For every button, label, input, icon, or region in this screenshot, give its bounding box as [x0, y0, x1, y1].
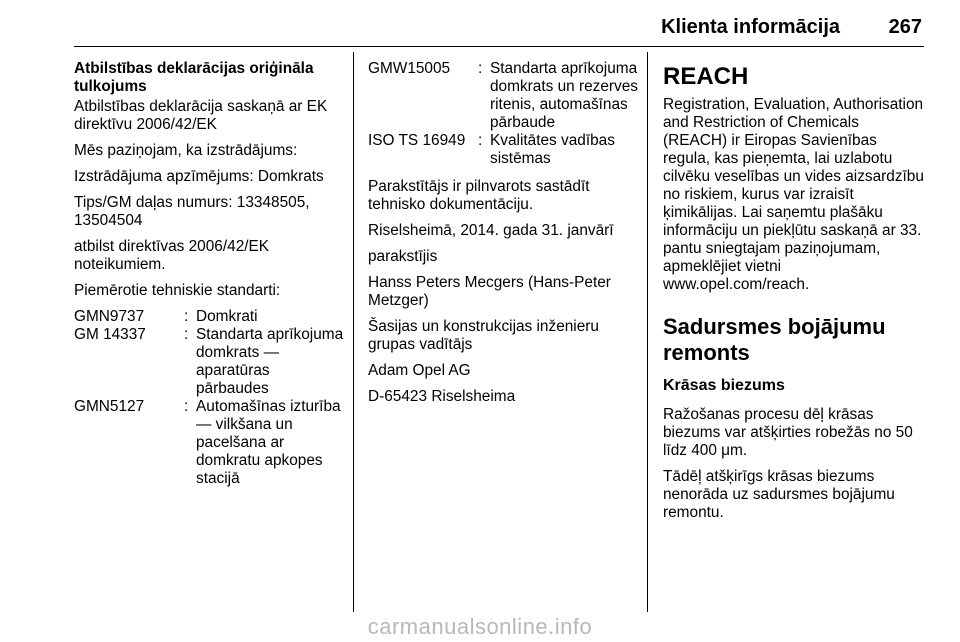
separator: : [184, 326, 189, 343]
paragraph: Atbilstības deklarācija saskaņā ar EK direktīvu 2006/42/EK [74, 98, 328, 133]
paragraph: Šasijas un konstrukcijas inženieru grupas vadītājs [368, 318, 599, 353]
paragraph: Ražošanas procesu dēļ krāsas biezums var atšķirties robežās no 50 līdz 400 μm. [663, 406, 913, 459]
paragraph: Piemērotie tehniskie standarti: [74, 282, 281, 299]
column-1 [74, 60, 346, 498]
paragraph: Izstrādājuma apzīmējums: Domkrats [74, 168, 324, 185]
standard-code: ISO TS 16949 [368, 132, 466, 149]
standard-code: GMW15005 [368, 60, 451, 77]
paragraph: atbilst direktīvas 2006/42/EK noteikumiem. [74, 238, 270, 273]
table-row [74, 308, 346, 326]
column-divider-2 [647, 52, 648, 612]
table-row [368, 132, 638, 168]
declaration-heading: Atbilstības deklarācijas oriģināla tulkojums [74, 60, 314, 95]
column-2 [368, 60, 638, 414]
page-header-title: Klienta informācija [661, 16, 840, 38]
subsection-heading: Krāsas biezums [663, 377, 785, 394]
standard-description: Automašīnas izturība — vilkšana un pacelšana ar domkratu apkopes stacijā [196, 398, 341, 487]
standard-description: Standarta aprīkojuma domkrats un rezerves ritenis, automašīnas pārbaude [490, 60, 638, 131]
standard-description: Domkrati [196, 308, 258, 325]
paragraph: Tips/GM daļas numurs: 13348505, 13504504 [74, 194, 310, 229]
table-row [74, 326, 346, 398]
standards-table [74, 308, 346, 488]
paragraph: D-65423 Riselsheima [368, 388, 516, 405]
paragraph: Parakstītājs ir pilnvarots sastādīt tehnisko dokumentāciju. [368, 178, 590, 213]
standard-code: GM 14337 [74, 326, 146, 343]
column-3 [663, 64, 926, 530]
separator: : [478, 60, 483, 77]
paragraph: parakstījis [368, 248, 438, 265]
column-divider-1 [353, 52, 354, 612]
standard-description: Standarta aprīkojuma domkrats — aparatūras pārbaudes [196, 326, 344, 397]
paragraph: Hanss Peters Mecgers (Hans-Peter Metzger) [368, 274, 611, 309]
standard-code: GMN9737 [74, 308, 145, 325]
reach-heading: REACH [663, 63, 749, 90]
paragraph: Tādēļ atšķirīgs krāsas biezums nenorāda uz sadursmes bojājumu remontu. [663, 468, 895, 521]
watermark-text: carmanualsonline.info [367, 614, 593, 639]
separator: : [184, 398, 189, 415]
standards-table [368, 60, 638, 168]
section-heading: Sadursmes bojājumu remonts [663, 314, 886, 365]
separator: : [184, 308, 189, 325]
separator: : [478, 132, 483, 149]
paragraph: Mēs paziņojam, ka izstrādājums: [74, 142, 298, 159]
page-number: 267 [888, 16, 922, 38]
table-row [74, 398, 346, 488]
reach-paragraph: Registration, Evaluation, Authorisation and Restriction of Chemicals (REACH) ir Eiropas Savienības regula, kas pieņemta, lai uzlabotu cilvēku veselības un vides aizsardzību no riskiem, kurus var izraisīt ķimikālijas. Lai saņemtu plašāku informāciju un piekļūtu saskaņā ar 33. pantu sniegtajam paziņojumam, apmeklējiet vietni www.opel.com/reach. [663, 96, 924, 293]
header-rule [74, 46, 924, 47]
standard-description: Kvalitātes vadības sistēmas [490, 132, 615, 167]
standard-code: GMN5127 [74, 398, 145, 415]
paragraph: Riselsheimā, 2014. gada 31. janvārī [368, 222, 614, 239]
paragraph: Adam Opel AG [368, 362, 471, 379]
table-row [368, 60, 638, 132]
